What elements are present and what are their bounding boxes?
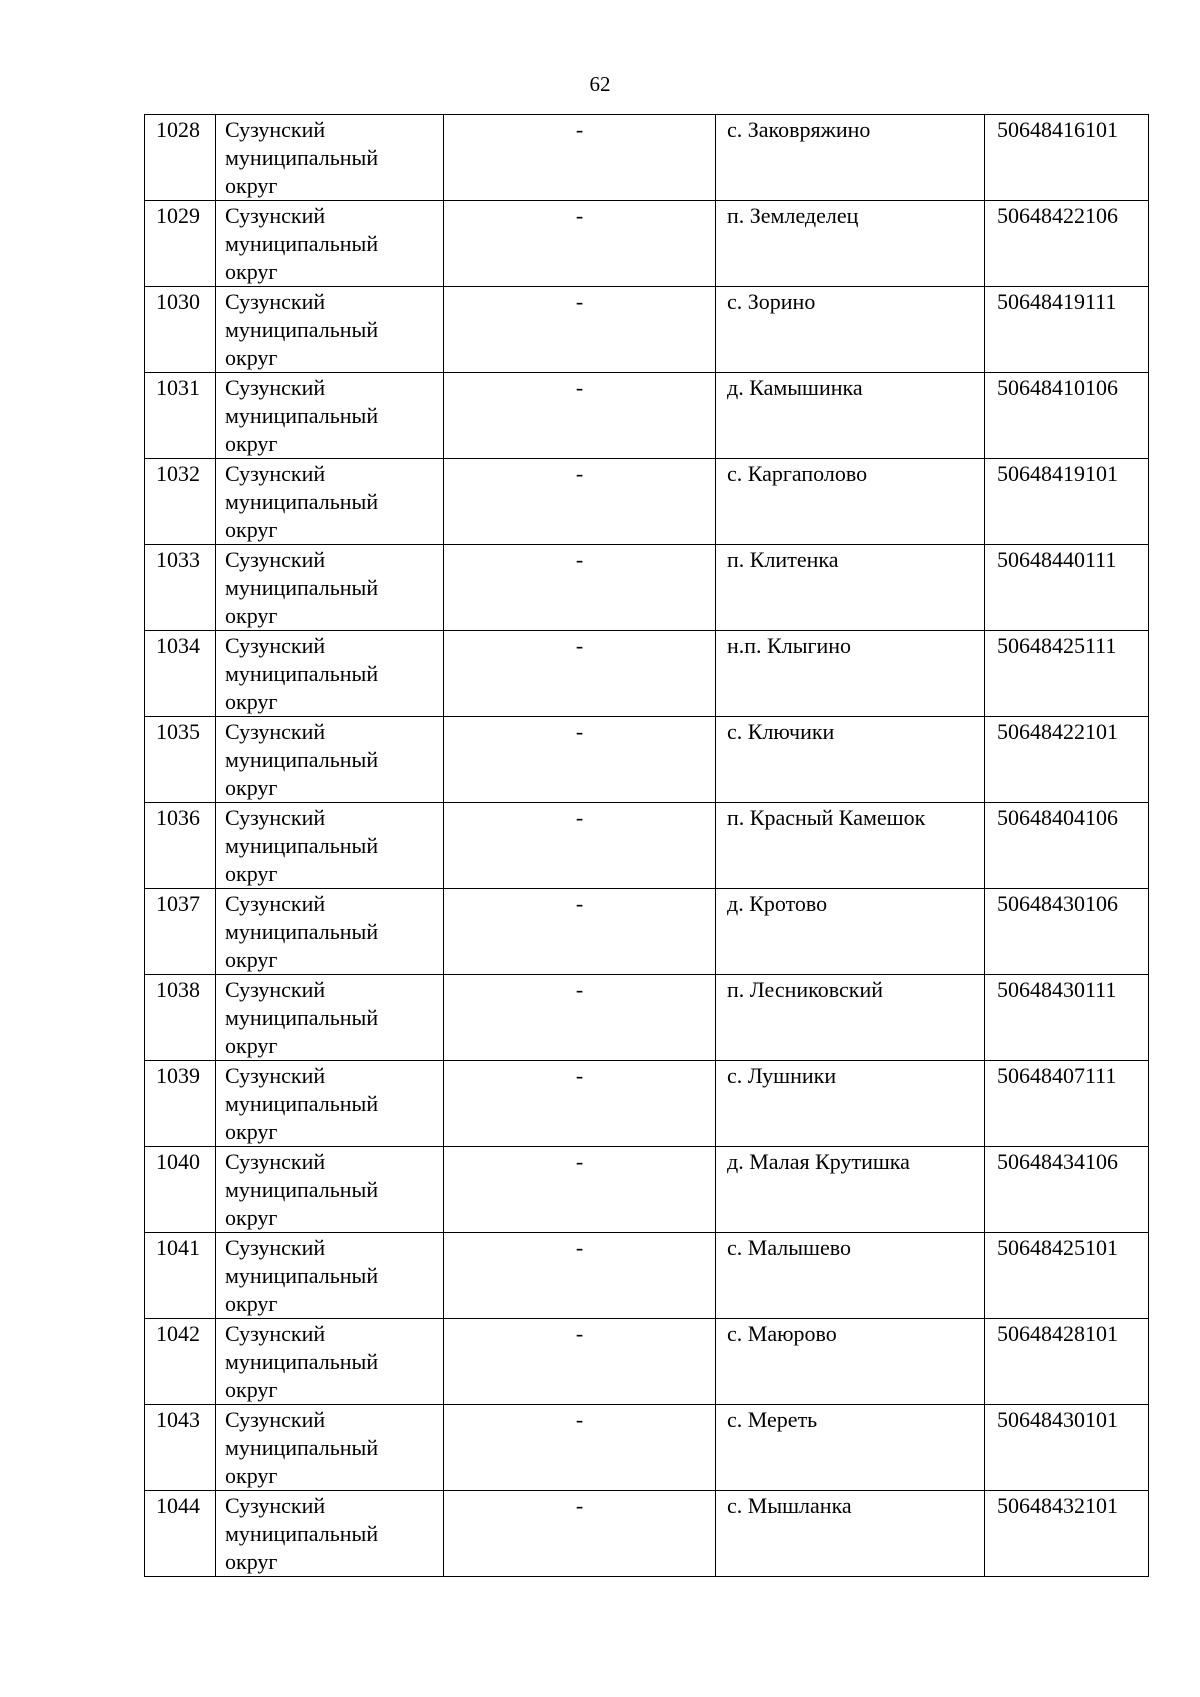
oktmo-code-cell — [985, 1405, 1149, 1491]
municipality-line: округ — [225, 517, 278, 542]
settlement-cell — [716, 459, 985, 545]
municipality-cell — [216, 717, 444, 803]
municipality-line: округ — [225, 689, 278, 714]
row-number-cell — [145, 889, 216, 975]
subdivision-cell — [444, 1491, 716, 1577]
municipality-text — [225, 717, 443, 802]
row-number-cell-text: 1044 — [156, 1493, 200, 1518]
row-number-cell-text: 1040 — [156, 1149, 200, 1174]
oktmo-code-cell-text: 50648407111 — [997, 1063, 1117, 1088]
oktmo-code-cell-text: 50648430111 — [997, 977, 1117, 1002]
row-number-cell-text: 1033 — [156, 547, 200, 572]
table-row — [145, 631, 1149, 717]
municipality-line: Сузунский — [225, 203, 326, 228]
municipality-line: муниципальный — [225, 317, 379, 342]
oktmo-code-cell-text: 50648419111 — [997, 289, 1117, 314]
subdivision-cell — [444, 115, 716, 201]
municipality-line: Сузунский — [225, 633, 326, 658]
municipality-line: округ — [225, 431, 278, 456]
oktmo-code-cell-text: 50648404106 — [997, 805, 1118, 830]
municipality-text — [225, 1319, 443, 1404]
municipality-line: муниципальный — [225, 403, 379, 428]
oktmo-code-cell — [985, 1491, 1149, 1577]
settlement-cell-text: н.п. Клыгино — [727, 633, 852, 658]
settlement-cell — [716, 1319, 985, 1405]
municipality-text — [225, 115, 443, 200]
row-number-cell-text: 1028 — [156, 117, 200, 142]
row-number-cell-text: 1043 — [156, 1407, 200, 1432]
settlement-cell — [716, 201, 985, 287]
municipality-line: Сузунский — [225, 547, 326, 572]
row-number-cell-text: 1035 — [156, 719, 200, 744]
settlement-cell-text: п. Клитенка — [727, 547, 839, 572]
row-number-cell-text: 1039 — [156, 1063, 200, 1088]
subdivision-cell — [444, 1147, 716, 1233]
municipality-cell — [216, 545, 444, 631]
subdivision-cell — [444, 545, 716, 631]
municipality-line: муниципальный — [225, 1521, 379, 1546]
settlement-cell-text: с. Малышево — [727, 1235, 851, 1260]
table-row — [145, 201, 1149, 287]
table-body — [145, 115, 1149, 1577]
table-row — [145, 1233, 1149, 1319]
settlements-table — [144, 114, 1149, 1577]
municipality-text — [225, 201, 443, 286]
table-row — [145, 287, 1149, 373]
row-number-cell — [145, 459, 216, 545]
settlement-cell-text: с. Мышланка — [727, 1493, 852, 1518]
settlement-cell-text: с. Зорино — [727, 289, 816, 314]
subdivision-cell-text: - — [575, 805, 584, 830]
settlement-cell-text: с. Мереть — [727, 1407, 818, 1432]
municipality-line: Сузунский — [225, 117, 326, 142]
oktmo-code-cell — [985, 459, 1149, 545]
municipality-line: округ — [225, 775, 278, 800]
row-number-cell — [145, 201, 216, 287]
municipality-text — [225, 631, 443, 716]
table-row — [145, 889, 1149, 975]
oktmo-code-cell — [985, 1061, 1149, 1147]
municipality-line: округ — [225, 947, 278, 972]
oktmo-code-cell — [985, 975, 1149, 1061]
oktmo-code-cell-text: 50648422101 — [997, 719, 1118, 744]
municipality-line: округ — [225, 1119, 278, 1144]
oktmo-code-cell — [985, 1319, 1149, 1405]
municipality-line: Сузунский — [225, 1493, 326, 1518]
municipality-line: муниципальный — [225, 575, 379, 600]
municipality-line: Сузунский — [225, 289, 326, 314]
municipality-text — [225, 373, 443, 458]
subdivision-cell-text: - — [575, 977, 584, 1002]
subdivision-cell — [444, 717, 716, 803]
municipality-line: муниципальный — [225, 145, 379, 170]
municipality-line: муниципальный — [225, 661, 379, 686]
settlement-cell-text: с. Маюрово — [727, 1321, 837, 1346]
oktmo-code-cell-text: 50648434106 — [997, 1149, 1118, 1174]
oktmo-code-cell-text: 50648430101 — [997, 1407, 1118, 1432]
subdivision-cell-text: - — [575, 1493, 584, 1518]
oktmo-code-cell — [985, 287, 1149, 373]
row-number-cell-text: 1036 — [156, 805, 200, 830]
oktmo-code-cell — [985, 115, 1149, 201]
row-number-cell — [145, 115, 216, 201]
row-number-cell — [145, 631, 216, 717]
row-number-cell-text: 1029 — [156, 203, 200, 228]
subdivision-cell-text: - — [575, 633, 584, 658]
municipality-line: округ — [225, 1205, 278, 1230]
subdivision-cell-text: - — [575, 1321, 584, 1346]
settlement-cell-text: с. Ключики — [727, 719, 835, 744]
municipality-line: Сузунский — [225, 805, 326, 830]
settlement-cell-text: с. Заковряжино — [727, 117, 871, 142]
row-number-cell — [145, 1233, 216, 1319]
row-number-cell — [145, 287, 216, 373]
settlement-cell — [716, 1491, 985, 1577]
municipality-line: округ — [225, 1291, 278, 1316]
row-number-cell-text: 1034 — [156, 633, 200, 658]
settlement-cell-text: п. Земледелец — [727, 203, 859, 228]
oktmo-code-cell — [985, 373, 1149, 459]
table-row — [145, 373, 1149, 459]
settlement-cell — [716, 717, 985, 803]
oktmo-code-cell-text: 50648410106 — [997, 375, 1118, 400]
subdivision-cell — [444, 803, 716, 889]
subdivision-cell — [444, 889, 716, 975]
subdivision-cell-text: - — [575, 203, 584, 228]
oktmo-code-cell — [985, 889, 1149, 975]
table-row — [145, 545, 1149, 631]
municipality-cell — [216, 1147, 444, 1233]
subdivision-cell-text: - — [575, 375, 584, 400]
oktmo-code-cell-text: 50648416101 — [997, 117, 1118, 142]
oktmo-code-cell-text: 50648425111 — [997, 633, 1117, 658]
table-row — [145, 1405, 1149, 1491]
municipality-text — [225, 1147, 443, 1232]
row-number-cell — [145, 717, 216, 803]
table-row — [145, 1061, 1149, 1147]
municipality-text — [225, 803, 443, 888]
municipality-cell — [216, 373, 444, 459]
municipality-line: Сузунский — [225, 1321, 326, 1346]
settlement-cell-text: с. Каргаполово — [727, 461, 868, 486]
row-number-cell — [145, 1147, 216, 1233]
municipality-line: муниципальный — [225, 1177, 379, 1202]
row-number-cell-text: 1032 — [156, 461, 200, 486]
row-number-cell — [145, 1491, 216, 1577]
oktmo-code-cell-text: 50648440111 — [997, 547, 1117, 572]
subdivision-cell-text: - — [575, 891, 584, 916]
subdivision-cell — [444, 631, 716, 717]
settlement-cell — [716, 545, 985, 631]
municipality-line: округ — [225, 603, 278, 628]
row-number-cell — [145, 545, 216, 631]
municipality-text — [225, 1061, 443, 1146]
municipality-line: Сузунский — [225, 891, 326, 916]
municipality-cell — [216, 1491, 444, 1577]
municipality-text — [225, 889, 443, 974]
municipality-text — [225, 975, 443, 1060]
municipality-line: округ — [225, 1377, 278, 1402]
municipality-text — [225, 1233, 443, 1318]
settlement-cell — [716, 1061, 985, 1147]
municipality-line: муниципальный — [225, 231, 379, 256]
municipality-line: муниципальный — [225, 1263, 379, 1288]
municipality-line: муниципальный — [225, 1005, 379, 1030]
oktmo-code-cell — [985, 1233, 1149, 1319]
subdivision-cell-text: - — [575, 461, 584, 486]
municipality-line: округ — [225, 345, 278, 370]
row-number-cell — [145, 373, 216, 459]
municipality-line: муниципальный — [225, 1091, 379, 1116]
municipality-text — [225, 287, 443, 372]
settlement-cell — [716, 803, 985, 889]
municipality-cell — [216, 201, 444, 287]
municipality-cell — [216, 115, 444, 201]
subdivision-cell — [444, 1319, 716, 1405]
oktmo-code-cell-text: 50648422106 — [997, 203, 1118, 228]
oktmo-code-cell — [985, 545, 1149, 631]
row-number-cell-text: 1037 — [156, 891, 200, 916]
municipality-line: округ — [225, 1463, 278, 1488]
municipality-cell — [216, 1061, 444, 1147]
municipality-line: округ — [225, 1033, 278, 1058]
municipality-text — [225, 1491, 443, 1576]
row-number-cell — [145, 975, 216, 1061]
municipality-line: округ — [225, 173, 278, 198]
row-number-cell-text: 1041 — [156, 1235, 200, 1260]
subdivision-cell-text: - — [575, 1149, 584, 1174]
subdivision-cell — [444, 287, 716, 373]
settlement-cell — [716, 889, 985, 975]
oktmo-code-cell-text: 50648430106 — [997, 891, 1118, 916]
settlement-cell-text: д. Малая Крутишка — [727, 1149, 910, 1174]
oktmo-code-cell — [985, 1147, 1149, 1233]
municipality-line: муниципальный — [225, 1349, 379, 1374]
row-number-cell — [145, 803, 216, 889]
settlement-cell — [716, 115, 985, 201]
page-number: 62 — [589, 72, 611, 96]
subdivision-cell-text: - — [575, 1407, 584, 1432]
municipality-line: округ — [225, 861, 278, 886]
municipality-cell — [216, 975, 444, 1061]
municipality-cell — [216, 1319, 444, 1405]
row-number-cell-text: 1030 — [156, 289, 200, 314]
settlement-cell-text: п. Красный Камешок — [727, 805, 926, 830]
subdivision-cell-text: - — [575, 289, 584, 314]
settlement-cell — [716, 1147, 985, 1233]
subdivision-cell — [444, 373, 716, 459]
subdivision-cell-text: - — [575, 1063, 584, 1088]
row-number-cell-text: 1042 — [156, 1321, 200, 1346]
municipality-line: округ — [225, 259, 278, 284]
municipality-cell — [216, 459, 444, 545]
municipality-line: муниципальный — [225, 489, 379, 514]
municipality-line: муниципальный — [225, 919, 379, 944]
table-row — [145, 1147, 1149, 1233]
table-row — [145, 1491, 1149, 1577]
settlement-cell-text: с. Лушники — [727, 1063, 837, 1088]
row-number-cell — [145, 1061, 216, 1147]
municipality-line: Сузунский — [225, 977, 326, 1002]
settlement-cell — [716, 1405, 985, 1491]
settlement-cell-text: д. Кротово — [727, 891, 828, 916]
municipality-text — [225, 1405, 443, 1490]
oktmo-code-cell — [985, 201, 1149, 287]
municipality-line: Сузунский — [225, 461, 326, 486]
municipality-cell — [216, 1405, 444, 1491]
municipality-cell — [216, 1233, 444, 1319]
row-number-cell — [145, 1405, 216, 1491]
subdivision-cell-text: - — [575, 719, 584, 744]
municipality-line: Сузунский — [225, 1235, 326, 1260]
subdivision-cell-text: - — [575, 547, 584, 572]
settlement-cell-text: д. Камышинка — [727, 375, 863, 400]
subdivision-cell — [444, 1061, 716, 1147]
row-number-cell — [145, 1319, 216, 1405]
municipality-text — [225, 545, 443, 630]
subdivision-cell — [444, 975, 716, 1061]
oktmo-code-cell-text: 50648428101 — [997, 1321, 1118, 1346]
municipality-line: округ — [225, 1549, 278, 1574]
municipality-cell — [216, 631, 444, 717]
oktmo-code-cell — [985, 717, 1149, 803]
subdivision-cell — [444, 201, 716, 287]
municipality-cell — [216, 889, 444, 975]
table-row — [145, 459, 1149, 545]
row-number-cell-text: 1031 — [156, 375, 200, 400]
municipality-line: муниципальный — [225, 747, 379, 772]
settlement-cell — [716, 373, 985, 459]
subdivision-cell-text: - — [575, 1235, 584, 1260]
settlement-cell — [716, 975, 985, 1061]
settlement-cell — [716, 1233, 985, 1319]
settlement-cell-text: п. Лесниковский — [727, 977, 883, 1002]
table-row — [145, 975, 1149, 1061]
oktmo-code-cell-text: 50648432101 — [997, 1493, 1118, 1518]
municipality-line: муниципальный — [225, 833, 379, 858]
municipality-line: Сузунский — [225, 1407, 326, 1432]
settlement-cell — [716, 287, 985, 373]
table-row — [145, 115, 1149, 201]
municipality-cell — [216, 287, 444, 373]
oktmo-code-cell — [985, 803, 1149, 889]
subdivision-cell — [444, 1233, 716, 1319]
municipality-cell — [216, 803, 444, 889]
oktmo-code-cell-text: 50648419101 — [997, 461, 1118, 486]
municipality-line: Сузунский — [225, 375, 326, 400]
municipality-line: муниципальный — [225, 1435, 379, 1460]
table-row — [145, 1319, 1149, 1405]
municipality-line: Сузунский — [225, 1063, 326, 1088]
oktmo-code-cell — [985, 631, 1149, 717]
settlement-cell — [716, 631, 985, 717]
municipality-line: Сузунский — [225, 1149, 326, 1174]
subdivision-cell — [444, 459, 716, 545]
subdivision-cell — [444, 1405, 716, 1491]
oktmo-code-cell-text: 50648425101 — [997, 1235, 1118, 1260]
municipality-text — [225, 459, 443, 544]
table-row — [145, 717, 1149, 803]
table-row — [145, 803, 1149, 889]
subdivision-cell-text: - — [575, 117, 584, 142]
row-number-cell-text: 1038 — [156, 977, 200, 1002]
municipality-line: Сузунский — [225, 719, 326, 744]
